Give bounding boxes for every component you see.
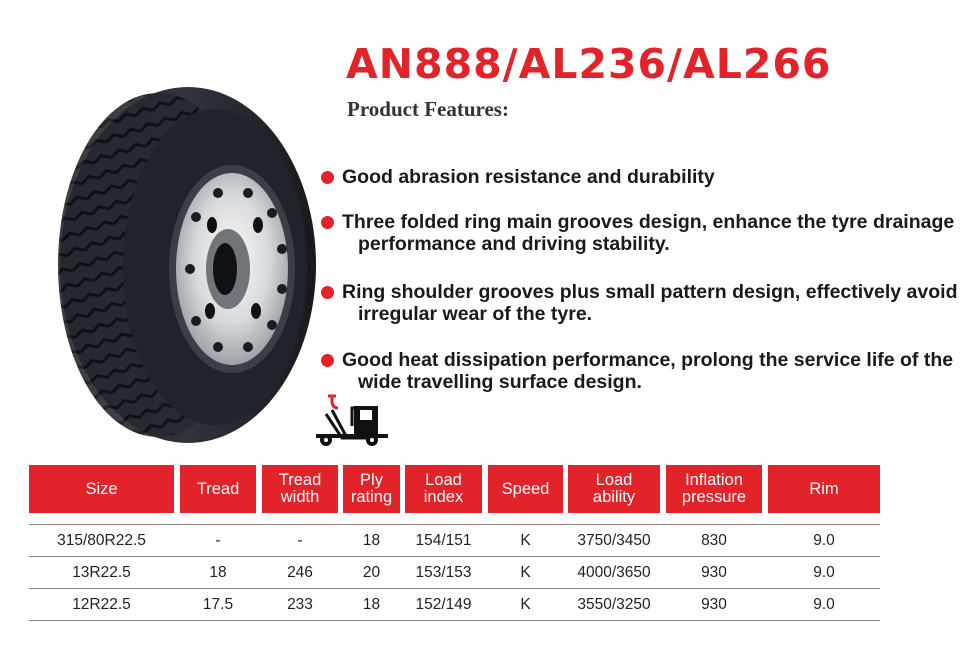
- cell-size: 13R22.5: [72, 564, 131, 581]
- feature-text-continued: irregular wear of the tyre.: [358, 303, 593, 325]
- feature-text: Good heat dissipation performance, prolong the service life of the: [342, 349, 954, 371]
- feature-text: Three folded ring main grooves design, enhance the tyre drainage: [342, 211, 955, 233]
- cell-ply-rating: 18: [362, 596, 381, 613]
- table-row: [29, 557, 880, 589]
- header-cell-size: Size: [29, 465, 174, 513]
- table-row: [29, 589, 880, 621]
- feature-item: [320, 349, 953, 393]
- cell-load-index: 153/153: [415, 564, 472, 581]
- red-dot-bullet-icon: [321, 216, 334, 229]
- cell-load-ability: 3550/3250: [577, 596, 651, 613]
- header-cell-ply-rating: Ply rating: [343, 465, 400, 513]
- header-cell-rim: Rim: [768, 465, 880, 513]
- cell-size: 315/80R22.5: [57, 532, 146, 549]
- cell-ply-rating: 18: [362, 532, 381, 549]
- product-features-heading: Product Features:: [347, 97, 509, 121]
- spec-table-header: [29, 465, 880, 513]
- cell-inflation-pressure: 930: [701, 596, 727, 613]
- feature-text: Ring shoulder grooves plus small pattern design, effectively avoid: [342, 281, 958, 303]
- header-cell-load-index: Load index: [405, 465, 482, 513]
- feature-item: [320, 211, 954, 255]
- feature-item: [320, 281, 957, 325]
- red-dot-bullet-icon: [321, 354, 334, 367]
- cell-load-index: 152/149: [415, 596, 472, 613]
- header-cell-speed: Speed: [488, 465, 563, 513]
- cell-size: 12R22.5: [72, 596, 131, 613]
- header-cell-inflation-pressure: Inflation pressure: [666, 465, 762, 513]
- cell-load-ability: 3750/3450: [577, 532, 651, 549]
- cell-rim: 9.0: [813, 532, 835, 549]
- cell-tread: 18: [209, 564, 227, 581]
- cell-tread-width: 233: [287, 596, 313, 613]
- cell-speed: K: [520, 564, 531, 581]
- red-dot-bullet-icon: [321, 286, 334, 299]
- feature-text: Good abrasion resistance and durability: [342, 166, 715, 188]
- cell-speed: K: [520, 596, 531, 613]
- feature-item: [320, 166, 715, 188]
- truck-tire-image: [50, 85, 318, 445]
- feature-text-continued: wide travelling surface design.: [358, 371, 642, 393]
- cell-load-ability: 4000/3650: [577, 564, 651, 581]
- cell-rim: 9.0: [813, 564, 835, 581]
- header-cell-tread-width: Tread width: [262, 465, 338, 513]
- spec-table: [29, 465, 880, 613]
- cell-ply-rating: 20: [362, 564, 381, 581]
- red-dot-bullet-icon: [321, 171, 334, 184]
- cell-speed: K: [520, 532, 531, 549]
- cell-tread: 17.5: [202, 596, 234, 613]
- feature-text-continued: performance and driving stability.: [358, 233, 670, 255]
- cell-rim: 9.0: [813, 596, 835, 613]
- cell-tread-width: -: [297, 532, 303, 549]
- cell-tread: -: [215, 532, 221, 549]
- header-cell-load-ability: Load ability: [568, 465, 660, 513]
- tow-truck-icon: [312, 392, 394, 450]
- cell-tread-width: 246: [287, 564, 313, 581]
- table-row: [29, 525, 880, 557]
- cell-inflation-pressure: 830: [701, 532, 727, 549]
- cell-inflation-pressure: 930: [701, 564, 727, 581]
- header-cell-tread: Tread: [180, 465, 256, 513]
- product-title: AN888/AL236/AL266: [346, 40, 832, 88]
- cell-load-index: 154/151: [415, 532, 472, 549]
